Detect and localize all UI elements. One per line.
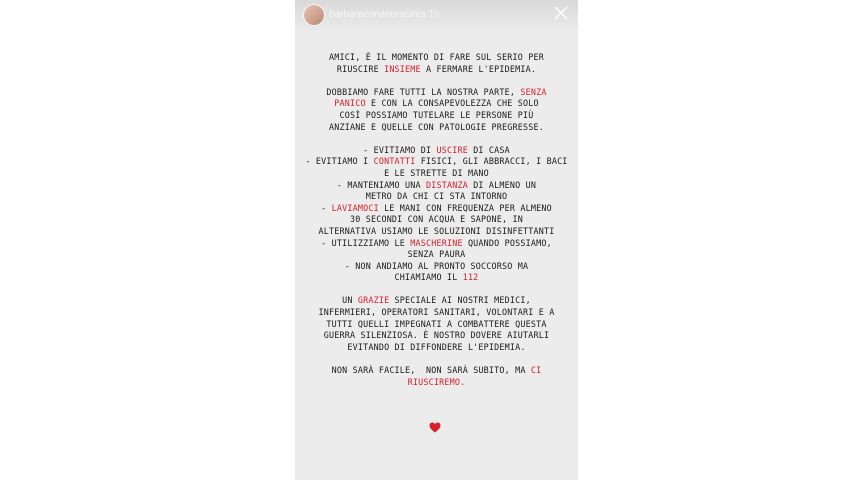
story-viewer[interactable] bbox=[295, 0, 578, 480]
text-line bbox=[295, 365, 578, 377]
text-line bbox=[295, 64, 578, 76]
paragraph-gap bbox=[295, 75, 578, 87]
highlighted-text: DISTANZA bbox=[426, 179, 468, 190]
text-segment: DOBBIAMO FARE TUTTI LA NOSTRA PARTE, bbox=[326, 86, 521, 97]
text-segment: - EVITIAMO I bbox=[305, 156, 374, 167]
text-line bbox=[295, 295, 578, 307]
story-timestamp: 1h bbox=[428, 9, 440, 20]
text-segment: - EVITIAMO DI bbox=[363, 144, 437, 155]
highlighted-text: SENZA bbox=[520, 86, 547, 97]
text-segment: SENZA PAURA bbox=[407, 249, 466, 260]
highlighted-text: RIUSCIREMO. bbox=[407, 376, 466, 387]
text-segment: FISICI, GLI ABBRACCI, I BACI bbox=[415, 156, 568, 167]
text-line bbox=[295, 261, 578, 273]
text-line bbox=[295, 307, 578, 319]
text-segment: COSÌ POSSIAMO TUTELARE LE PERSONE PIÙ bbox=[339, 109, 534, 120]
text-line bbox=[295, 272, 578, 284]
story-text bbox=[295, 52, 578, 388]
text-segment: EVITANDO DI DIFFONDERE L'EPIDEMIA. bbox=[347, 341, 526, 352]
paragraph-gap bbox=[295, 353, 578, 365]
story-header bbox=[295, 0, 578, 34]
highlighted-text: CI bbox=[530, 365, 542, 376]
text-line bbox=[295, 249, 578, 261]
text-line bbox=[295, 87, 578, 99]
avatar[interactable] bbox=[303, 4, 325, 26]
text-line bbox=[295, 238, 578, 250]
highlighted-text: CONTATTI bbox=[373, 156, 416, 167]
text-segment: SPECIALE AI NOSTRI MEDICI, bbox=[389, 295, 531, 306]
text-segment: DI CASA bbox=[467, 144, 510, 155]
paragraph-gap bbox=[295, 133, 578, 145]
text-segment: - UTILIZZIAMO LE bbox=[321, 237, 411, 248]
text-line bbox=[295, 214, 578, 226]
paragraph-gap bbox=[295, 284, 578, 296]
text-segment: RIUSCIRE bbox=[336, 63, 385, 74]
text-line bbox=[295, 330, 578, 342]
text-segment: - bbox=[321, 202, 332, 213]
text-line bbox=[295, 342, 578, 354]
text-segment: METRO DA CHI CI STA INTORNO bbox=[365, 191, 508, 202]
text-line bbox=[295, 52, 578, 64]
text-segment: A FERMARE L'EPIDEMIA. bbox=[420, 63, 537, 74]
highlighted-text: MASCHERINE bbox=[410, 237, 463, 248]
text-segment: TUTTI QUELLI IMPEGNATI A COMBATTERE QUESTA bbox=[326, 318, 547, 329]
text-segment: QUANDO POSSIAMO, bbox=[462, 237, 552, 248]
text-segment: DI ALMENO UN bbox=[467, 179, 537, 190]
text-segment: ANZIANE E QUELLE CON PATOLOGIE PREGRESSE. bbox=[329, 121, 544, 132]
text-line bbox=[295, 226, 578, 238]
text-line bbox=[295, 180, 578, 192]
text-line bbox=[295, 156, 578, 168]
text-segment: NON SARÀ FACILE, NON SARÀ SUBITO, MA bbox=[331, 365, 531, 376]
text-line bbox=[295, 168, 578, 180]
highlighted-text: 112 bbox=[462, 272, 479, 283]
text-segment: AMICI, È IL MOMENTO DI FARE SUL SERIO PER bbox=[329, 52, 544, 62]
text-segment: E LE STRETTE DI MANO bbox=[384, 167, 489, 178]
text-segment: INFERMIERI, OPERATORI SANITARI, VOLONTARI E A bbox=[318, 307, 555, 318]
text-segment: CHIAMIAMO IL bbox=[394, 272, 463, 283]
story-username-line[interactable] bbox=[329, 9, 440, 20]
text-segment: - NON ANDIAMO AL PRONTO SOCCORSO MA bbox=[344, 260, 529, 271]
highlighted-text: LAVIAMOCI bbox=[331, 202, 379, 213]
text-line bbox=[295, 145, 578, 157]
close-icon[interactable] bbox=[554, 6, 568, 20]
highlighted-text: USCIRE bbox=[436, 144, 468, 155]
highlighted-text: INSIEME bbox=[384, 63, 421, 74]
text-segment: 30 SECONDI CON ACQUA E SAPONE, IN bbox=[350, 214, 523, 225]
text-segment: UN bbox=[342, 295, 358, 306]
text-line bbox=[295, 319, 578, 331]
text-line bbox=[295, 203, 578, 215]
text-line bbox=[295, 191, 578, 203]
text-segment: E CON LA CONSAPEVOLEZZA CHE SOLO bbox=[365, 98, 539, 109]
highlighted-text: PANICO bbox=[334, 98, 366, 109]
text-line bbox=[295, 122, 578, 134]
heart-icon bbox=[429, 418, 441, 429]
highlighted-text: GRAZIE bbox=[357, 295, 390, 306]
text-line bbox=[295, 110, 578, 122]
text-segment: ALTERNATIVA USIAMO LE SOLUZIONI DISINFETTANTI bbox=[318, 225, 555, 236]
text-segment: LE MANI CON FREQUENZA PER ALMENO bbox=[378, 202, 552, 213]
text-segment: GUERRA SILENZIOSA. È NOSTRO DOVERE AIUTARLI bbox=[323, 330, 550, 341]
username[interactable]: barbaracorvinorasinta bbox=[329, 9, 426, 20]
text-line bbox=[295, 98, 578, 110]
text-segment: - MANTENIAMO UNA bbox=[336, 179, 427, 190]
text-line bbox=[295, 377, 578, 389]
